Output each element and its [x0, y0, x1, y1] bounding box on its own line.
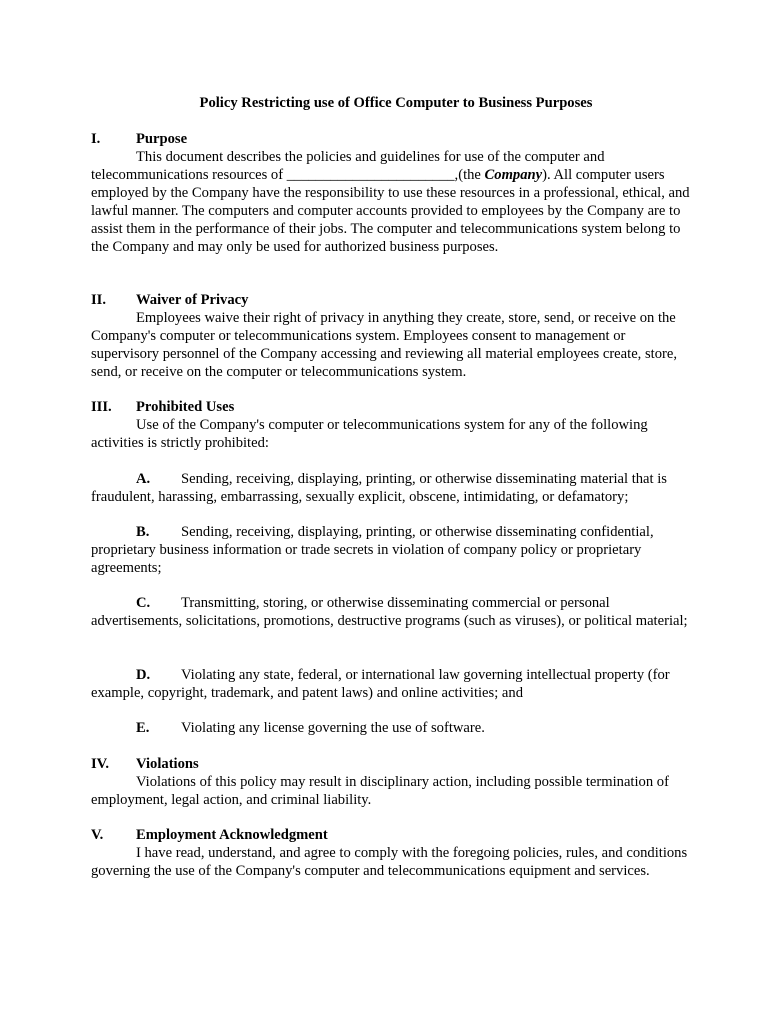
body-text: This document describes the policies and guidelines for use of the computer and telecommunications resources of _______________________,(the — [91, 149, 605, 183]
item-text: Sending, receiving, displaying, printing, or otherwise disseminating material that is fraudulent, harassing, embarrassing, sexually explicit, obscene, intimidating, or defamatory; — [91, 471, 667, 505]
prohibited-item-a — [91, 470, 691, 506]
body-text: ). All computer users employed by the Company have the responsibility to use these resources in a professional, ethical, and lawful manner. The computers and computer accounts provided to employees by the Company are to assist them in the performance of their jobs. The computer and telecommunications system belong to the Company and may only be used for authorized business purposes. — [91, 167, 690, 255]
section-title: Purpose — [136, 131, 188, 147]
section-violations — [91, 755, 691, 809]
document-title: Policy Restricting use of Office Computer to Business Purposes — [199, 95, 593, 111]
item-text: Sending, receiving, displaying, printing, or otherwise disseminating confidential, proprietary business information or trade secrets in violation of company policy or proprietary agreements; — [91, 524, 654, 576]
section-number: IV. — [91, 756, 109, 772]
item-text: Violating any state, federal, or international law governing intellectual property (for example, copyright, trademark, and patent laws) and online activities; and — [91, 667, 670, 701]
section-heading — [91, 291, 691, 309]
section-title: Employment Acknowledgment — [136, 827, 328, 843]
item-letter: D. — [136, 667, 151, 683]
item-text: Violating any license governing the use of software. — [181, 720, 485, 736]
section-title: Prohibited Uses — [136, 399, 235, 415]
section-body: Employees waive their right of privacy in anything they create, store, send, or receive on the Company's computer or telecommunications system. Employees consent to management or supervisory personnel of the Company accessing and reviewing all material employees create, store, send, or receive on the computer or telecommunications system. — [91, 310, 677, 380]
prohibited-item-c — [91, 594, 691, 630]
prohibited-item-e — [91, 719, 691, 737]
section-heading — [91, 398, 691, 416]
item-text: Transmitting, storing, or otherwise disseminating commercial or personal advertisements, solicitations, promotions, destructive programs (such as viruses), or political material; — [91, 595, 688, 629]
item-letter: E. — [136, 720, 150, 736]
section-body: Violations of this policy may result in disciplinary action, including possible termination of employment, legal action, and criminal liability. — [91, 774, 669, 808]
section-body: Use of the Company's computer or telecommunications system for any of the following activities is strictly prohibited: — [91, 417, 648, 451]
item-letter: B. — [136, 524, 150, 540]
prohibited-item-b — [91, 523, 691, 577]
item-letter: C. — [136, 595, 151, 611]
section-number: II. — [91, 292, 107, 308]
section-heading — [91, 755, 691, 773]
item-letter: A. — [136, 471, 151, 487]
prohibited-item-d — [91, 666, 691, 702]
section-heading — [91, 826, 691, 844]
section-number: I. — [91, 131, 101, 147]
company-term: Company — [484, 167, 543, 183]
section-heading — [91, 130, 691, 148]
section-body — [91, 148, 691, 256]
section-prohibited-uses — [91, 398, 691, 452]
section-number: III. — [91, 399, 112, 415]
section-purpose — [91, 130, 691, 256]
section-title: Violations — [136, 756, 199, 772]
section-employment-acknowledgment — [91, 826, 691, 880]
section-body: I have read, understand, and agree to comply with the foregoing policies, rules, and conditions governing the use of the Company's computer and telecommunications equipment and services. — [91, 845, 688, 879]
section-title: Waiver of Privacy — [136, 292, 249, 308]
section-waiver-of-privacy — [91, 291, 691, 381]
section-number: V. — [91, 827, 104, 843]
